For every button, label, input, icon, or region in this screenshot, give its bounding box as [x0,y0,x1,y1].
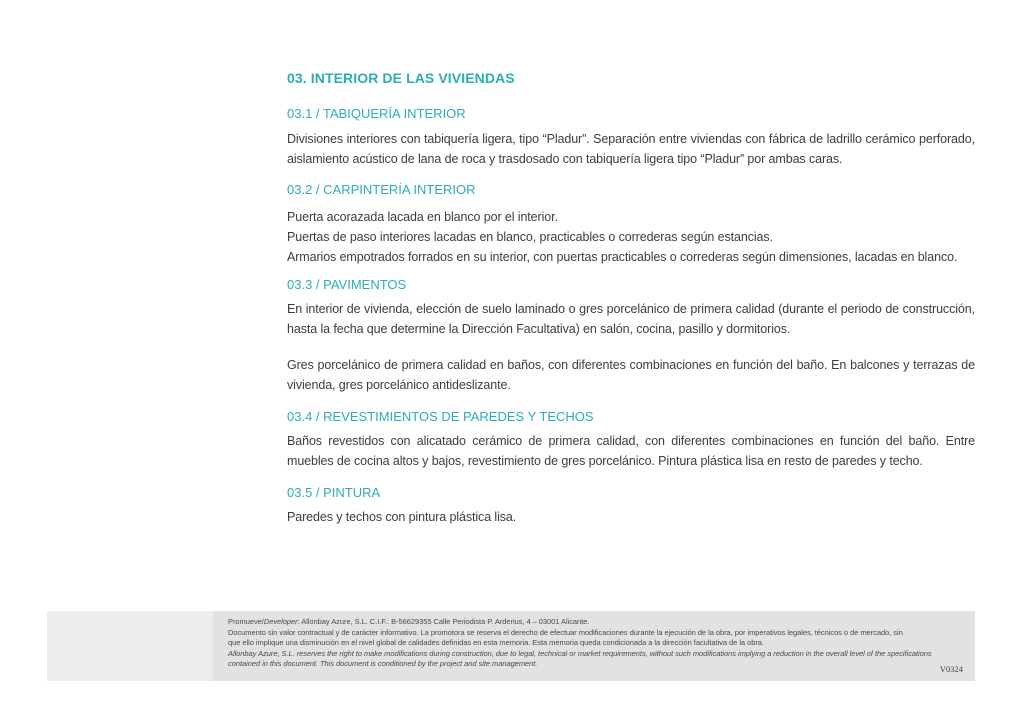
section-pintura [287,483,975,527]
footer-legal-text [228,617,973,670]
paragraph-line: Armarios empotrados forrados en su interior, con puertas practicables o correderas según dimensiones, lacadas en blanco. [287,250,958,264]
section-tabiqueria-interior [287,104,975,169]
paragraph-line: Puerta acorazada lacada en blanco por el interior. [287,210,558,224]
footer-disclaimer-es-line2: que ello implique una disminución en el nivel global de calidades definidas en esta memoria. Esta memoria queda condicionada a la dirección facultativa de la obra. [228,638,764,648]
section-carpinteria-interior [287,180,975,267]
footer-disclaimer-es-line1: Documento sin valor contractual y de carácter informativo. La promotora se reserva el derecho de efectuar modificaciones durante la ejecución de la obra, por imperativos legales, técnicos o de mercado, sin [228,627,903,637]
footer-disclaimer-en-line1: Allonbay Azure, S.L. reserves the right to make modifications during construction, due to legal, technical or market requirements, without such modifications implying a reduction in the overall level of the specifications [228,648,932,658]
page-title: 03. INTERIOR DE LAS VIVIENDAS [287,70,515,86]
section-revestimientos [287,407,975,471]
version-code: V0324 [939,664,963,674]
document-content [287,0,975,527]
section-pavimentos [287,275,975,395]
section-heading-pintura: 03.5 / PINTURA [287,485,381,500]
section-paragraph: Gres porcelánico de primera calidad en baños, con diferentes combinaciones en función del baño. En balcones y terrazas de vivienda, gres porcelánico antideslizante. [287,358,975,392]
footer-developer-rest: : Allonbay Azure, S.L. C.I.F.: B-56629355 Calle Periodista P. Arderius, 4 – 03001 Alicante. [297,617,590,626]
section-paragraph: En interior de vivienda, elección de suelo laminado o gres porcelánico de primera calidad (durante el periodo de construcción, hasta la fecha que determine la Dirección Facultativa) en salón, cocina, pasillo y dormitorios. [287,302,975,336]
section-paragraph: Paredes y techos con pintura plástica lisa. [287,510,517,524]
paragraph-line: Puertas de paso interiores lacadas en blanco, practicables o correderas según estancias. [287,230,773,244]
section-paragraph-group [287,207,975,267]
section-heading-carpinteria: 03.2 / CARPINTERÍA INTERIOR [287,182,476,197]
section-heading-tabiqueria: 03.1 / TABIQUERÍA INTERIOR [287,106,466,121]
section-paragraph: Baños revestidos con alicatado cerámico de primera calidad, con diferentes combinaciones en función del baño. Entre muebles de cocina altos y bajos, revestimiento de gres porcelánico. Pintura plástica lisa en resto de paredes y techo. [287,434,975,468]
footer-legal-band [47,611,975,681]
footer-disclaimer-en-line2: contained in this document. This document is conditioned by the project and site management. [228,659,538,669]
section-heading-pavimentos: 03.3 / PAVIMENTOS [287,277,407,292]
footer-developer-word: Developer [263,617,298,626]
section-paragraph: Divisiones interiores con tabiquería ligera, tipo “Pladur”. Separación entre viviendas con fábrica de ladrillo cerámico perforado, aislamiento acústico de lana de roca y trasdosado con tabiquería ligera tipo “Pladur” por ambas caras. [287,132,975,166]
section-heading-revestimientos: 03.4 / REVESTIMIENTOS DE PAREDES Y TECHOS [287,409,594,424]
footer-developer-prefix: Promueve/ [228,617,264,626]
footer-developer-line [228,617,973,628]
